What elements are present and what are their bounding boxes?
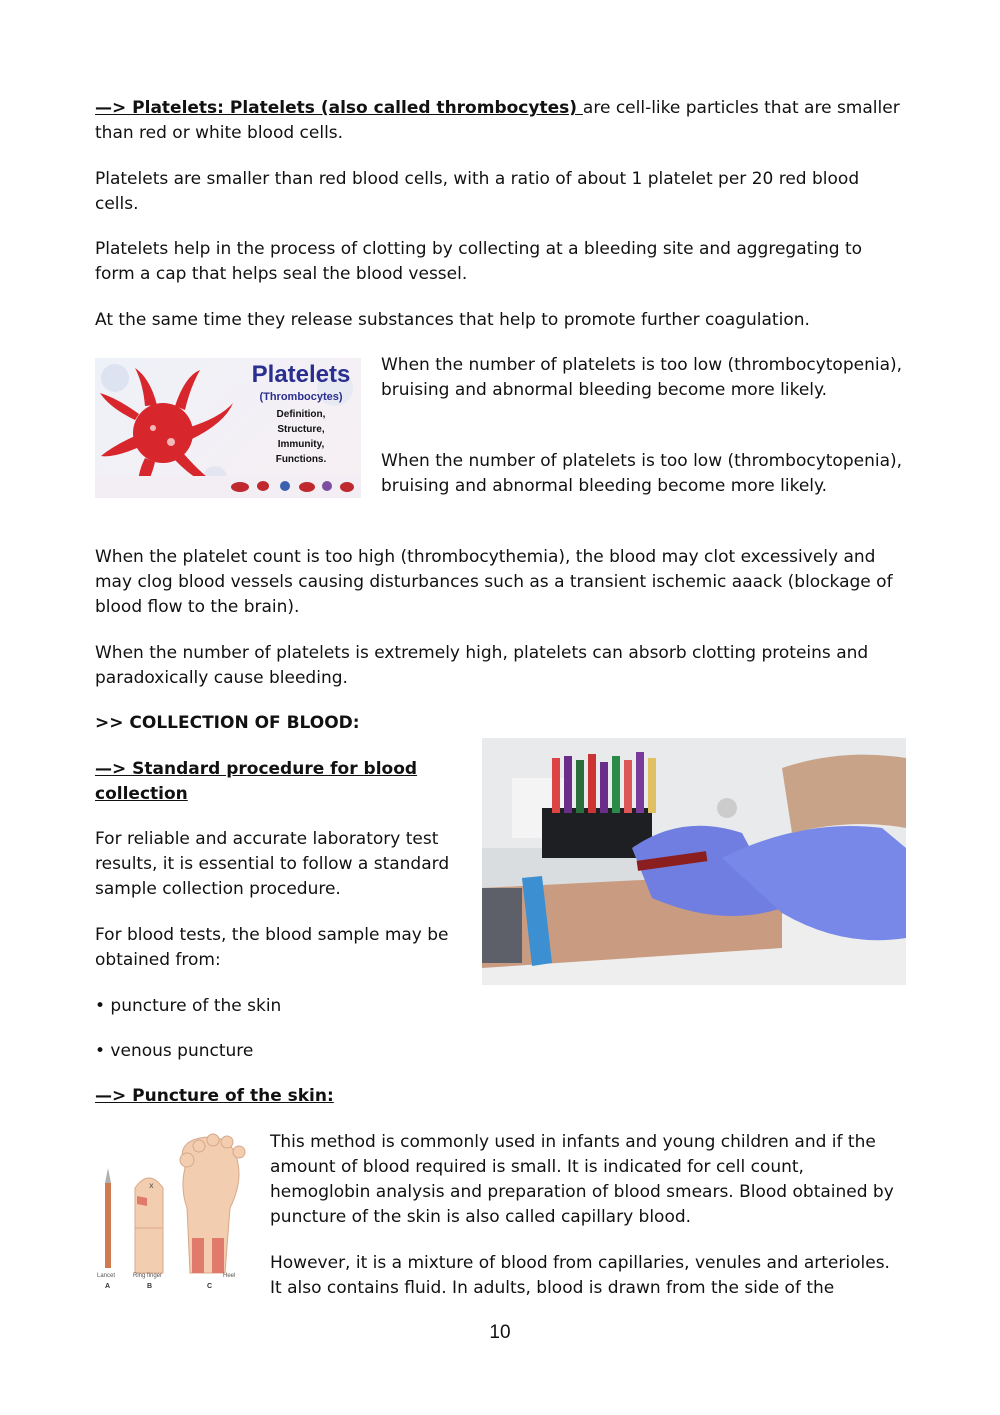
paragraph: For reliable and accurate laboratory test results, it is essential to follow a standard sample collection procedure. [95, 829, 450, 899]
subsection-heading: —> Standard procedure for blood collection [95, 759, 418, 804]
platelets-image-item: Definition, [276, 409, 326, 420]
paragraph: This method is commonly used in infants and young children and if the amount of blood required is small. It is indicated for cell count, hemoglobin analysis and preparation of blood smears. Blood obtained by puncture of the skin is also called capillary blood. [270, 1132, 894, 1227]
figure-label: Heel [223, 1273, 236, 1279]
platelets-image-text [245, 360, 357, 467]
platelets-intro-text: are cell-like particles that are smaller than red or white blood cells. [95, 98, 900, 143]
paragraph: When the number of platelets is too low (thrombocytopenia), bruising and abnormal bleeding become more likely. [381, 355, 903, 400]
paragraph: When the number of platelets is extremely high, platelets can absorb clotting proteins and paradoxically cause bleeding. [95, 643, 869, 688]
figure-letter: A [105, 1283, 111, 1290]
subsection-heading: —> Puncture of the skin: [95, 1086, 334, 1106]
paragraph: When the platelet count is too high (thrombocythemia), the blood may clot excessively and may clog blood vessels causing disturbances such as a transient ischemic aaack (blockage of blood flow to the brain). [95, 547, 893, 617]
paragraph: Platelets help in the process of clotting by collecting at a bleeding site and aggregating to form a cap that helps seal the blood vessel. [95, 239, 863, 284]
platelets-image-item: Structure, [277, 424, 325, 435]
list-item: • venous puncture [95, 1041, 254, 1061]
platelets-image-title: Platelets [251, 361, 351, 388]
list-item: • puncture of the skin [95, 996, 282, 1016]
blood-draw-illustration [482, 738, 906, 985]
platelets-image-item: Functions. [275, 454, 327, 465]
paragraph: Platelets are smaller than red blood cells, with a ratio of about 1 platelet per 20 red blood cells. [95, 169, 860, 214]
figure-letter: B [147, 1283, 153, 1290]
figure-label: Lancet [97, 1273, 116, 1279]
svg-text:x: x [149, 1181, 154, 1190]
paragraph: For blood tests, the blood sample may be obtained from: [95, 925, 449, 970]
figure-label: Ring finger [133, 1273, 163, 1279]
paragraph: However, it is a mixture of blood from capillaries, venules and arterioles. It also contains fluid. In adults, blood is drawn from the side of the [270, 1253, 890, 1298]
platelets-image [95, 358, 361, 498]
platelets-image-subtitle: (Thrombocytes) [259, 391, 343, 403]
blood-collection-photo [482, 738, 906, 985]
platelets-intro [95, 96, 905, 146]
section-heading: >> COLLECTION OF BLOOD: [95, 713, 360, 733]
skin-puncture-illustration [95, 1128, 255, 1296]
platelets-heading: —> Platelets: Platelets (also called thrombocytes) [95, 98, 583, 118]
figure-letter: C [207, 1283, 213, 1290]
paragraph: At the same time they release substances that help to promote further coagulation. [95, 310, 810, 330]
page-number: 10 [489, 1322, 511, 1343]
paragraph: When the number of platelets is too low (thrombocytopenia), bruising and abnormal bleeding become more likely. [381, 451, 903, 496]
skin-puncture-figure [95, 1128, 255, 1296]
platelets-image-item: Immunity, [277, 439, 325, 450]
